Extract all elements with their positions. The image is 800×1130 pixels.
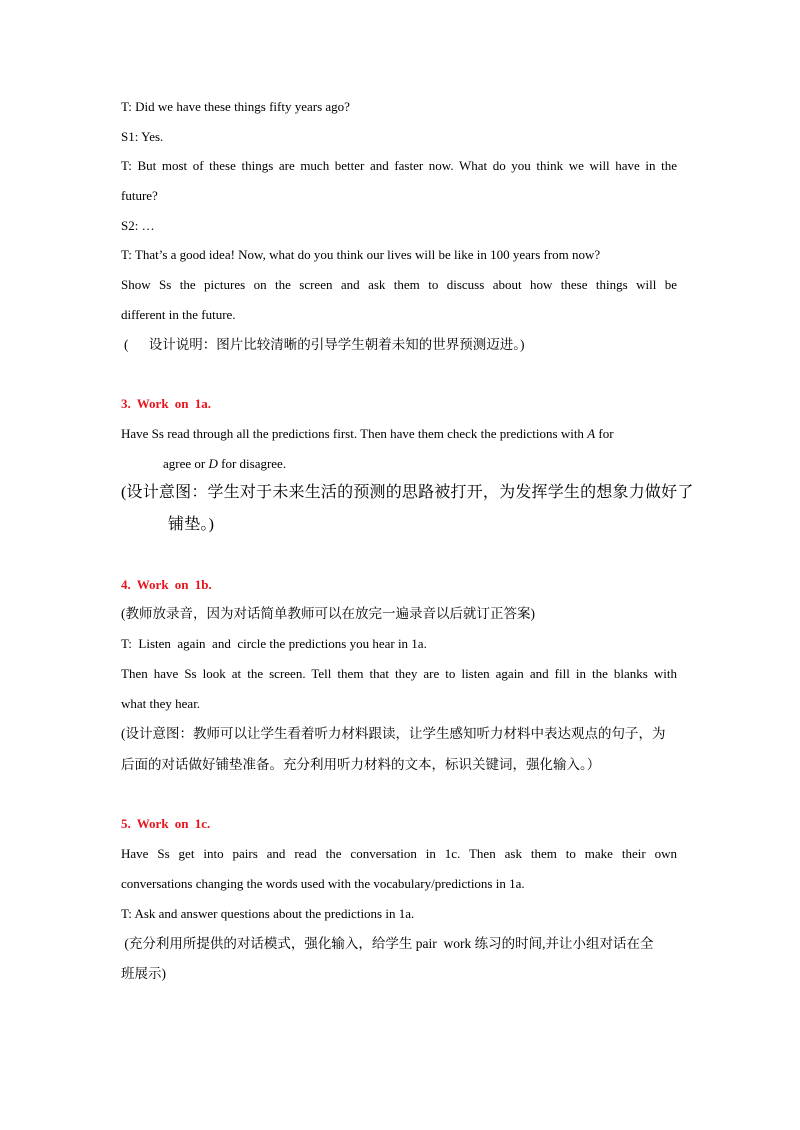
instruction-line: different in the future. (121, 307, 236, 322)
instruction-line: Show Ss the pictures on the screen and ask them to discuss about how these things will be (121, 277, 677, 292)
dialogue-line: T: Did we have these things fifty years ago? (121, 99, 350, 114)
design-note: (教师放录音，因为对话简单教师可以在放完一遍录音以后就订正答案) (121, 606, 535, 621)
instruction-line: what they hear. (121, 696, 201, 711)
section-heading-3: 3. Work on 1a. (121, 396, 212, 411)
design-note: 班展示) (121, 966, 166, 981)
dialogue-line: future? (121, 188, 158, 203)
dialogue-line: S1: Yes. (121, 129, 164, 144)
instruction-text: for (598, 426, 614, 441)
dialogue-line: S2: … (121, 218, 155, 233)
instruction-line: Then have Ss look at the screen. Tell them that they are to listen again and fill in the blanks with (121, 666, 677, 681)
design-note: ( 设计说明：图片比较清晰的引导学生朝着未知的世界预测迈进。) (124, 337, 525, 352)
design-note: 后面的对话做好铺垫准备。充分利用听力材料的文本，标识关键词，强化输入。） (121, 757, 601, 772)
instruction-line (121, 426, 677, 442)
dialogue-line: T: Ask and answer questions about the predictions in 1a. (121, 906, 415, 921)
design-note: (设计意图：教师可以让学生看着听力材料跟读，让学生感知听力材料中表达观点的句子，为 (121, 726, 666, 741)
disagree-letter: D (208, 456, 218, 471)
dialogue-line: T: Listen again and circle the predictions you hear in 1a. (121, 636, 427, 651)
section-heading-5: 5. Work on 1c. (121, 816, 211, 831)
dialogue-line: T: But most of these things are much better and faster now. What do you think we will have in the (121, 158, 677, 173)
instruction-text: agree or (163, 456, 206, 471)
instruction-line: conversations changing the words used with the vocabulary/predictions in 1a. (121, 876, 525, 891)
design-note: 铺垫。) (168, 516, 215, 533)
agree-letter: A (587, 426, 596, 441)
instruction-line (163, 456, 286, 472)
design-note: (设计意图：学生对于未来生活的预测的思路被打开，为发挥学生的想象力做好了 (121, 484, 694, 501)
instruction-line: Have Ss get into pairs and read the conversation in 1c. Then ask them to make their own (121, 846, 677, 861)
dialogue-line: T: That’s a good idea! Now, what do you think our lives will be like in 100 years from now? (121, 247, 601, 262)
section-heading-4: 4. Work on 1b. (121, 577, 212, 592)
instruction-text: for disagree. (221, 456, 287, 471)
instruction-text: Have Ss read through all the predictions first. Then have them check the predictions with (121, 426, 584, 441)
design-note: (充分利用所提供的对话模式，强化输入，给学生 pair work 练习的时间,并让小组对话在全 (121, 936, 654, 951)
